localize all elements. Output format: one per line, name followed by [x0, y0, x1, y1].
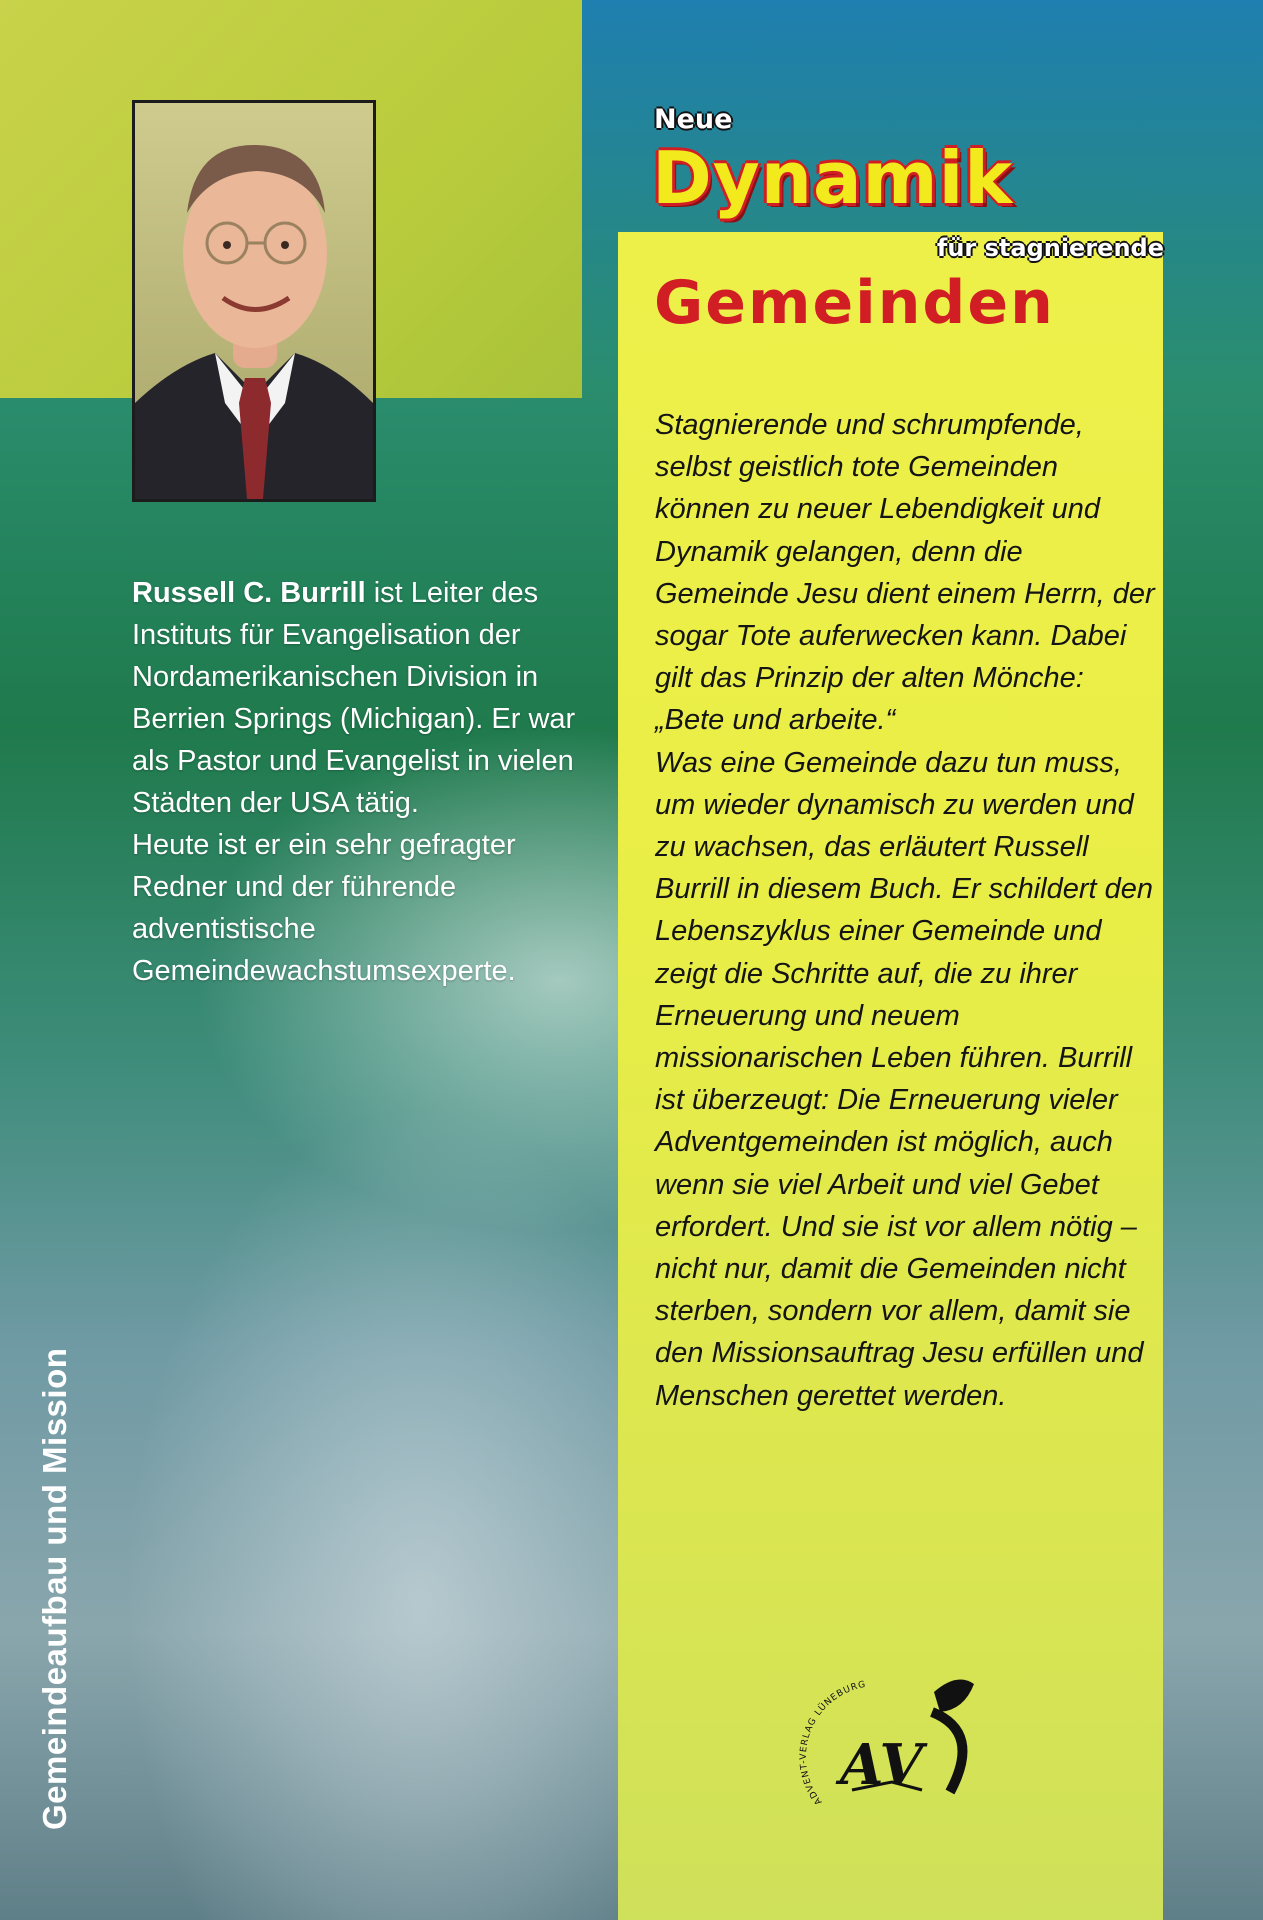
title-gemeinden: Gemeinden [654, 268, 1055, 338]
advent-verlag-logo-icon [782, 1672, 992, 1832]
author-portrait-illustration [135, 103, 373, 499]
title-fuer-stagnierende: für stagnierende [936, 234, 1164, 262]
publisher-logo [782, 1672, 992, 1832]
author-name: Russell C. Burrill [132, 577, 366, 609]
author-bio-text: ist Leiter des Instituts für Evangelisation der Nordamerikanischen Division in Berrien Springs (Michigan). Er war als Pastor und Evangelist in vielen Städten der USA tätig. [132, 577, 576, 819]
blurb-paragraph-1: Stagnierende und schrumpfende, selbst geistlich tote Gemeinden können zu neuer Lebendigkeit und Dynamik gelangen, denn die Gemeinde Jesu dient einem Herrn, der sogar Tote auferwecken kann. Dabei gilt das Prinzip der alten Mönche: „Bete und arbeite.“ [655, 409, 1155, 737]
blurb-paragraph-2: Was eine Gemeinde dazu tun muss, um wieder dynamisch zu werden und zu wachsen, das erläutert Russell Burrill in diesem Buch. Er schildert den Lebenszyklus einer Gemeinde und zeigt die Schritte auf, die zu ihrer Erneuerung und neuem missionarischen Leben führen. Burrill ist überzeugt: Die Erneuerung vieler Adventgemeinden ist möglich, auch wenn sie viel Arbeit und viel Gebet erfordert. Und sie ist vor allem nötig – nicht nur, damit die Gemeinden nicht sterben, sondern vor allem, damit sie den Missionsauftrag Jesu erfüllen und Menschen gerettet werden. [655, 746, 1154, 1412]
author-bio [132, 572, 592, 992]
book-blurb [655, 404, 1155, 1417]
author-bio-paragraph-1 [132, 572, 592, 824]
title-neue: Neue [654, 104, 733, 135]
title-dynamik: Dynamik [652, 136, 1014, 220]
author-bio-paragraph-2: Heute ist er ein sehr gefragter Redner und der führende adventistische Gemeindewachstumsexperte. [132, 829, 516, 987]
author-photo [132, 100, 376, 502]
series-label: Gemeindeaufbau und Mission [36, 1347, 73, 1830]
publisher-logo-letters: AV [840, 1732, 923, 1798]
publisher-ring-text: ADVENT-VERLAG LÜNEBURG [798, 1679, 868, 1807]
